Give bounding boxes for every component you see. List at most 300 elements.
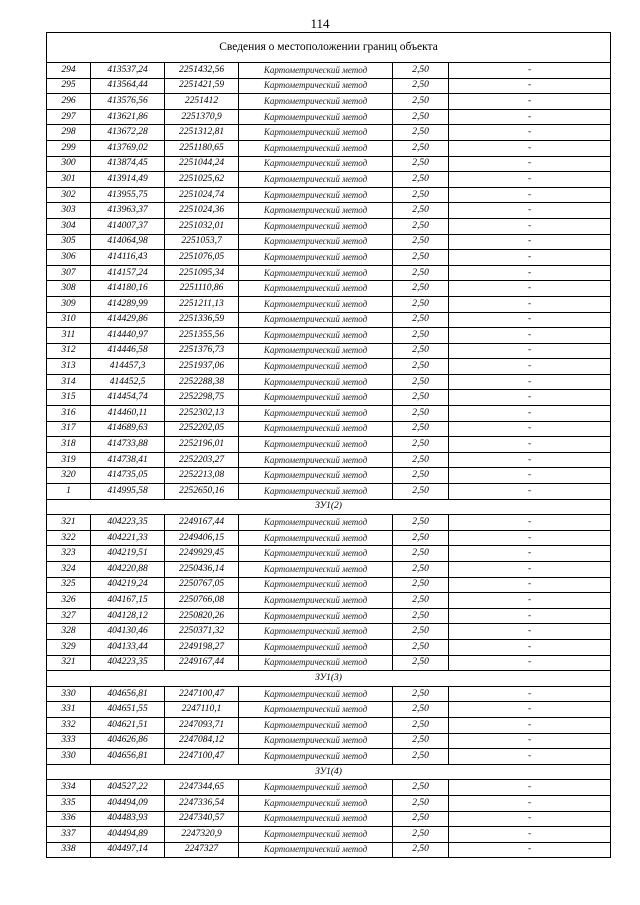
method-cell: Картометрический метод [239, 639, 393, 655]
accuracy-cell: 2,50 [393, 655, 449, 671]
method-cell: Картометрический метод [239, 234, 393, 250]
method-cell: Картометрический метод [239, 265, 393, 281]
y-coordinate-cell: 2250767,05 [165, 577, 239, 593]
method-cell: Картометрический метод [239, 78, 393, 94]
x-coordinate-cell: 404220,88 [91, 562, 165, 578]
table-row [47, 811, 611, 827]
x-coordinate-cell: 413621,86 [91, 109, 165, 125]
accuracy-cell: 2,50 [393, 296, 449, 312]
note-cell: - [449, 515, 611, 531]
accuracy-cell: 2,50 [393, 140, 449, 156]
accuracy-cell: 2,50 [393, 546, 449, 562]
point-number-cell: 336 [47, 811, 91, 827]
note-cell: - [449, 156, 611, 172]
point-number-cell: 296 [47, 94, 91, 110]
accuracy-cell: 2,50 [393, 593, 449, 609]
boundary-coordinates-table [46, 32, 611, 858]
note-cell: - [449, 78, 611, 94]
table-row [47, 749, 611, 765]
x-coordinate-cell: 404223,35 [91, 655, 165, 671]
table-row [47, 421, 611, 437]
table-row [47, 78, 611, 94]
y-coordinate-cell: 2251044,24 [165, 156, 239, 172]
note-cell: - [449, 109, 611, 125]
page-number: 114 [310, 16, 330, 31]
note-cell: - [449, 733, 611, 749]
x-coordinate-cell: 413914,49 [91, 172, 165, 188]
y-coordinate-cell: 2252203,27 [165, 452, 239, 468]
method-cell: Картометрический метод [239, 187, 393, 203]
note-cell: - [449, 218, 611, 234]
x-coordinate-cell: 404219,51 [91, 546, 165, 562]
table-row [47, 250, 611, 266]
accuracy-cell: 2,50 [393, 359, 449, 375]
note-cell: - [449, 717, 611, 733]
y-coordinate-cell: 2252196,01 [165, 437, 239, 453]
note-cell: - [449, 359, 611, 375]
table-row [47, 795, 611, 811]
y-coordinate-cell: 2251095,34 [165, 265, 239, 281]
point-number-cell: 308 [47, 281, 91, 297]
y-coordinate-cell: 2252213,08 [165, 468, 239, 484]
accuracy-cell: 2,50 [393, 577, 449, 593]
method-cell: Картометрический метод [239, 250, 393, 266]
table-title: Сведения о местоположении границ объекта [47, 33, 611, 63]
x-coordinate-cell: 414440,97 [91, 328, 165, 344]
note-cell: - [449, 530, 611, 546]
point-number-cell: 338 [47, 842, 91, 858]
method-cell: Картометрический метод [239, 343, 393, 359]
x-coordinate-cell: 414007,37 [91, 218, 165, 234]
note-cell: - [449, 172, 611, 188]
table-row [47, 827, 611, 843]
method-cell: Картометрический метод [239, 296, 393, 312]
note-cell: - [449, 795, 611, 811]
accuracy-cell: 2,50 [393, 374, 449, 390]
note-cell: - [449, 577, 611, 593]
point-number-cell: 303 [47, 203, 91, 219]
x-coordinate-cell: 404494,89 [91, 827, 165, 843]
y-coordinate-cell: 2251370,9 [165, 109, 239, 125]
point-number-cell: 312 [47, 343, 91, 359]
table-row [47, 562, 611, 578]
point-number-cell: 334 [47, 780, 91, 796]
x-coordinate-cell: 404167,15 [91, 593, 165, 609]
note-cell: - [449, 140, 611, 156]
x-coordinate-cell: 413537,24 [91, 63, 165, 79]
y-coordinate-cell: 2251412 [165, 94, 239, 110]
x-coordinate-cell: 413576,56 [91, 94, 165, 110]
accuracy-cell: 2,50 [393, 749, 449, 765]
note-cell: - [449, 390, 611, 406]
method-cell: Картометрический метод [239, 374, 393, 390]
point-number-cell: 330 [47, 749, 91, 765]
y-coordinate-cell: 2247340,57 [165, 811, 239, 827]
note-cell: - [449, 811, 611, 827]
table-row [47, 125, 611, 141]
x-coordinate-cell: 404527,22 [91, 780, 165, 796]
method-cell: Картометрический метод [239, 655, 393, 671]
note-cell: - [449, 842, 611, 858]
y-coordinate-cell: 2252302,13 [165, 406, 239, 422]
table-row [47, 265, 611, 281]
x-coordinate-cell: 413955,75 [91, 187, 165, 203]
y-coordinate-cell: 2251053,7 [165, 234, 239, 250]
table-row [47, 281, 611, 297]
note-cell: - [449, 686, 611, 702]
accuracy-cell: 2,50 [393, 452, 449, 468]
x-coordinate-cell: 404656,81 [91, 686, 165, 702]
accuracy-cell: 2,50 [393, 795, 449, 811]
table-row [47, 390, 611, 406]
accuracy-cell: 2,50 [393, 421, 449, 437]
y-coordinate-cell: 2250436,14 [165, 562, 239, 578]
table-row [47, 218, 611, 234]
point-number-cell: 311 [47, 328, 91, 344]
table-row [47, 94, 611, 110]
table-row [47, 686, 611, 702]
method-cell: Картометрический метод [239, 156, 393, 172]
group-header-row [47, 499, 611, 515]
x-coordinate-cell: 404497,14 [91, 842, 165, 858]
accuracy-cell: 2,50 [393, 250, 449, 266]
y-coordinate-cell: 2247084,12 [165, 733, 239, 749]
y-coordinate-cell: 2251312,81 [165, 125, 239, 141]
point-number-cell: 304 [47, 218, 91, 234]
y-coordinate-cell: 2251336,59 [165, 312, 239, 328]
accuracy-cell: 2,50 [393, 78, 449, 94]
table-row [47, 156, 611, 172]
table-row [47, 593, 611, 609]
table-row [47, 343, 611, 359]
accuracy-cell: 2,50 [393, 717, 449, 733]
x-coordinate-cell: 414738,41 [91, 452, 165, 468]
accuracy-cell: 2,50 [393, 686, 449, 702]
y-coordinate-cell: 2249406,15 [165, 530, 239, 546]
table-row [47, 437, 611, 453]
y-coordinate-cell: 2251024,36 [165, 203, 239, 219]
y-coordinate-cell: 2247344,65 [165, 780, 239, 796]
accuracy-cell: 2,50 [393, 811, 449, 827]
accuracy-cell: 2,50 [393, 437, 449, 453]
accuracy-cell: 2,50 [393, 733, 449, 749]
table-row [47, 530, 611, 546]
y-coordinate-cell: 2251076,05 [165, 250, 239, 266]
point-number-cell: 319 [47, 452, 91, 468]
point-number-cell: 302 [47, 187, 91, 203]
method-cell: Картометрический метод [239, 359, 393, 375]
x-coordinate-cell: 414454,74 [91, 390, 165, 406]
accuracy-cell: 2,50 [393, 702, 449, 718]
table-row [47, 172, 611, 188]
y-coordinate-cell: 2251937,06 [165, 359, 239, 375]
point-number-cell: 318 [47, 437, 91, 453]
point-number-cell: 1 [47, 484, 91, 500]
point-number-cell: 324 [47, 562, 91, 578]
table-row [47, 733, 611, 749]
method-cell: Картометрический метод [239, 749, 393, 765]
point-number-cell: 305 [47, 234, 91, 250]
y-coordinate-cell: 2251110,86 [165, 281, 239, 297]
method-cell: Картометрический метод [239, 811, 393, 827]
note-cell: - [449, 125, 611, 141]
table-row [47, 140, 611, 156]
point-number-cell: 306 [47, 250, 91, 266]
accuracy-cell: 2,50 [393, 109, 449, 125]
method-cell: Картометрический метод [239, 328, 393, 344]
point-number-cell: 313 [47, 359, 91, 375]
x-coordinate-cell: 414289,99 [91, 296, 165, 312]
y-coordinate-cell: 2251421,59 [165, 78, 239, 94]
x-coordinate-cell: 404626,86 [91, 733, 165, 749]
table-row [47, 515, 611, 531]
table-row [47, 577, 611, 593]
y-coordinate-cell: 2249167,44 [165, 655, 239, 671]
table-row [47, 702, 611, 718]
y-coordinate-cell: 2251032,01 [165, 218, 239, 234]
table-row [47, 484, 611, 500]
y-coordinate-cell: 2247320,9 [165, 827, 239, 843]
y-coordinate-cell: 2251355,56 [165, 328, 239, 344]
note-cell: - [449, 608, 611, 624]
point-number-cell: 309 [47, 296, 91, 312]
x-coordinate-cell: 413963,37 [91, 203, 165, 219]
x-coordinate-cell: 413672,28 [91, 125, 165, 141]
method-cell: Картометрический метод [239, 608, 393, 624]
note-cell: - [449, 203, 611, 219]
x-coordinate-cell: 404221,33 [91, 530, 165, 546]
x-coordinate-cell: 414116,43 [91, 250, 165, 266]
note-cell: - [449, 468, 611, 484]
x-coordinate-cell: 404621,51 [91, 717, 165, 733]
point-number-cell: 316 [47, 406, 91, 422]
accuracy-cell: 2,50 [393, 94, 449, 110]
accuracy-cell: 2,50 [393, 639, 449, 655]
accuracy-cell: 2,50 [393, 125, 449, 141]
accuracy-cell: 2,50 [393, 827, 449, 843]
point-number-cell: 307 [47, 265, 91, 281]
method-cell: Картометрический метод [239, 218, 393, 234]
method-cell: Картометрический метод [239, 795, 393, 811]
table-row [47, 842, 611, 858]
y-coordinate-cell: 2249929,45 [165, 546, 239, 562]
method-cell: Картометрический метод [239, 390, 393, 406]
accuracy-cell: 2,50 [393, 328, 449, 344]
y-coordinate-cell: 2251432,56 [165, 63, 239, 79]
note-cell: - [449, 421, 611, 437]
point-number-cell: 328 [47, 624, 91, 640]
note-cell: - [449, 343, 611, 359]
note-cell: - [449, 780, 611, 796]
point-number-cell: 299 [47, 140, 91, 156]
method-cell: Картометрический метод [239, 94, 393, 110]
method-cell: Картометрический метод [239, 717, 393, 733]
point-number-cell: 320 [47, 468, 91, 484]
accuracy-cell: 2,50 [393, 203, 449, 219]
accuracy-cell: 2,50 [393, 390, 449, 406]
x-coordinate-cell: 413564,44 [91, 78, 165, 94]
x-coordinate-cell: 414446,58 [91, 343, 165, 359]
point-number-cell: 321 [47, 515, 91, 531]
y-coordinate-cell: 2252650,16 [165, 484, 239, 500]
note-cell: - [449, 374, 611, 390]
group-header-row [47, 671, 611, 687]
note-cell: - [449, 281, 611, 297]
note-cell: - [449, 265, 611, 281]
accuracy-cell: 2,50 [393, 484, 449, 500]
table-row [47, 468, 611, 484]
method-cell: Картометрический метод [239, 203, 393, 219]
point-number-cell: 329 [47, 639, 91, 655]
point-number-cell: 315 [47, 390, 91, 406]
y-coordinate-cell: 2247093,71 [165, 717, 239, 733]
table-row [47, 717, 611, 733]
note-cell: - [449, 234, 611, 250]
note-cell: - [449, 63, 611, 79]
x-coordinate-cell: 404219,24 [91, 577, 165, 593]
point-number-cell: 298 [47, 125, 91, 141]
note-cell: - [449, 406, 611, 422]
y-coordinate-cell: 2252298,75 [165, 390, 239, 406]
y-coordinate-cell: 2247327 [165, 842, 239, 858]
note-cell: - [449, 312, 611, 328]
group-label: ЗУ1(2) [47, 499, 611, 515]
point-number-cell: 326 [47, 593, 91, 609]
table-row [47, 452, 611, 468]
accuracy-cell: 2,50 [393, 608, 449, 624]
accuracy-cell: 2,50 [393, 265, 449, 281]
x-coordinate-cell: 414157,24 [91, 265, 165, 281]
note-cell: - [449, 624, 611, 640]
x-coordinate-cell: 414180,16 [91, 281, 165, 297]
accuracy-cell: 2,50 [393, 530, 449, 546]
point-number-cell: 337 [47, 827, 91, 843]
table-row [47, 406, 611, 422]
x-coordinate-cell: 404483,93 [91, 811, 165, 827]
group-header-row [47, 764, 611, 780]
y-coordinate-cell: 2251025,62 [165, 172, 239, 188]
point-number-cell: 333 [47, 733, 91, 749]
table-row [47, 296, 611, 312]
method-cell: Картометрический метод [239, 140, 393, 156]
accuracy-cell: 2,50 [393, 406, 449, 422]
point-number-cell: 317 [47, 421, 91, 437]
x-coordinate-cell: 404651,55 [91, 702, 165, 718]
point-number-cell: 294 [47, 63, 91, 79]
table-row [47, 374, 611, 390]
method-cell: Картометрический метод [239, 468, 393, 484]
accuracy-cell: 2,50 [393, 281, 449, 297]
table-row [47, 546, 611, 562]
x-coordinate-cell: 404494,09 [91, 795, 165, 811]
note-cell: - [449, 250, 611, 266]
table-row [47, 624, 611, 640]
note-cell: - [449, 452, 611, 468]
x-coordinate-cell: 404128,12 [91, 608, 165, 624]
x-coordinate-cell: 414064,98 [91, 234, 165, 250]
table-row [47, 655, 611, 671]
method-cell: Картометрический метод [239, 452, 393, 468]
method-cell: Картометрический метод [239, 780, 393, 796]
accuracy-cell: 2,50 [393, 156, 449, 172]
note-cell: - [449, 187, 611, 203]
y-coordinate-cell: 2250371,32 [165, 624, 239, 640]
accuracy-cell: 2,50 [393, 343, 449, 359]
method-cell: Картометрический метод [239, 702, 393, 718]
method-cell: Картометрический метод [239, 515, 393, 531]
accuracy-cell: 2,50 [393, 218, 449, 234]
x-coordinate-cell: 414452,5 [91, 374, 165, 390]
x-coordinate-cell: 414735,05 [91, 468, 165, 484]
method-cell: Картометрический метод [239, 593, 393, 609]
x-coordinate-cell: 414429,86 [91, 312, 165, 328]
table-row [47, 234, 611, 250]
y-coordinate-cell: 2251211,13 [165, 296, 239, 312]
point-number-cell: 314 [47, 374, 91, 390]
accuracy-cell: 2,50 [393, 515, 449, 531]
accuracy-cell: 2,50 [393, 842, 449, 858]
point-number-cell: 323 [47, 546, 91, 562]
point-number-cell: 332 [47, 717, 91, 733]
accuracy-cell: 2,50 [393, 312, 449, 328]
note-cell: - [449, 484, 611, 500]
x-coordinate-cell: 414689,63 [91, 421, 165, 437]
group-label: ЗУ1(4) [47, 764, 611, 780]
table-row [47, 187, 611, 203]
accuracy-cell: 2,50 [393, 234, 449, 250]
method-cell: Картометрический метод [239, 686, 393, 702]
point-number-cell: 297 [47, 109, 91, 125]
y-coordinate-cell: 2251180,65 [165, 140, 239, 156]
method-cell: Картометрический метод [239, 484, 393, 500]
note-cell: - [449, 94, 611, 110]
method-cell: Картометрический метод [239, 827, 393, 843]
table-row [47, 780, 611, 796]
accuracy-cell: 2,50 [393, 562, 449, 578]
y-coordinate-cell: 2251024,74 [165, 187, 239, 203]
y-coordinate-cell: 2252202,05 [165, 421, 239, 437]
x-coordinate-cell: 413769,02 [91, 140, 165, 156]
method-cell: Картометрический метод [239, 109, 393, 125]
note-cell: - [449, 437, 611, 453]
point-number-cell: 335 [47, 795, 91, 811]
method-cell: Картометрический метод [239, 125, 393, 141]
table-row [47, 608, 611, 624]
note-cell: - [449, 639, 611, 655]
x-coordinate-cell: 404133,44 [91, 639, 165, 655]
group-label: ЗУ1(3) [47, 671, 611, 687]
point-number-cell: 295 [47, 78, 91, 94]
method-cell: Картометрический метод [239, 421, 393, 437]
point-number-cell: 321 [47, 655, 91, 671]
x-coordinate-cell: 414995,58 [91, 484, 165, 500]
point-number-cell: 322 [47, 530, 91, 546]
y-coordinate-cell: 2247336,54 [165, 795, 239, 811]
table-row [47, 109, 611, 125]
method-cell: Картометрический метод [239, 562, 393, 578]
accuracy-cell: 2,50 [393, 63, 449, 79]
y-coordinate-cell: 2251376,73 [165, 343, 239, 359]
method-cell: Картометрический метод [239, 842, 393, 858]
x-coordinate-cell: 414460,11 [91, 406, 165, 422]
table-row [47, 312, 611, 328]
point-number-cell: 327 [47, 608, 91, 624]
point-number-cell: 325 [47, 577, 91, 593]
note-cell: - [449, 546, 611, 562]
method-cell: Картометрический метод [239, 406, 393, 422]
method-cell: Картометрический метод [239, 530, 393, 546]
x-coordinate-cell: 404223,35 [91, 515, 165, 531]
